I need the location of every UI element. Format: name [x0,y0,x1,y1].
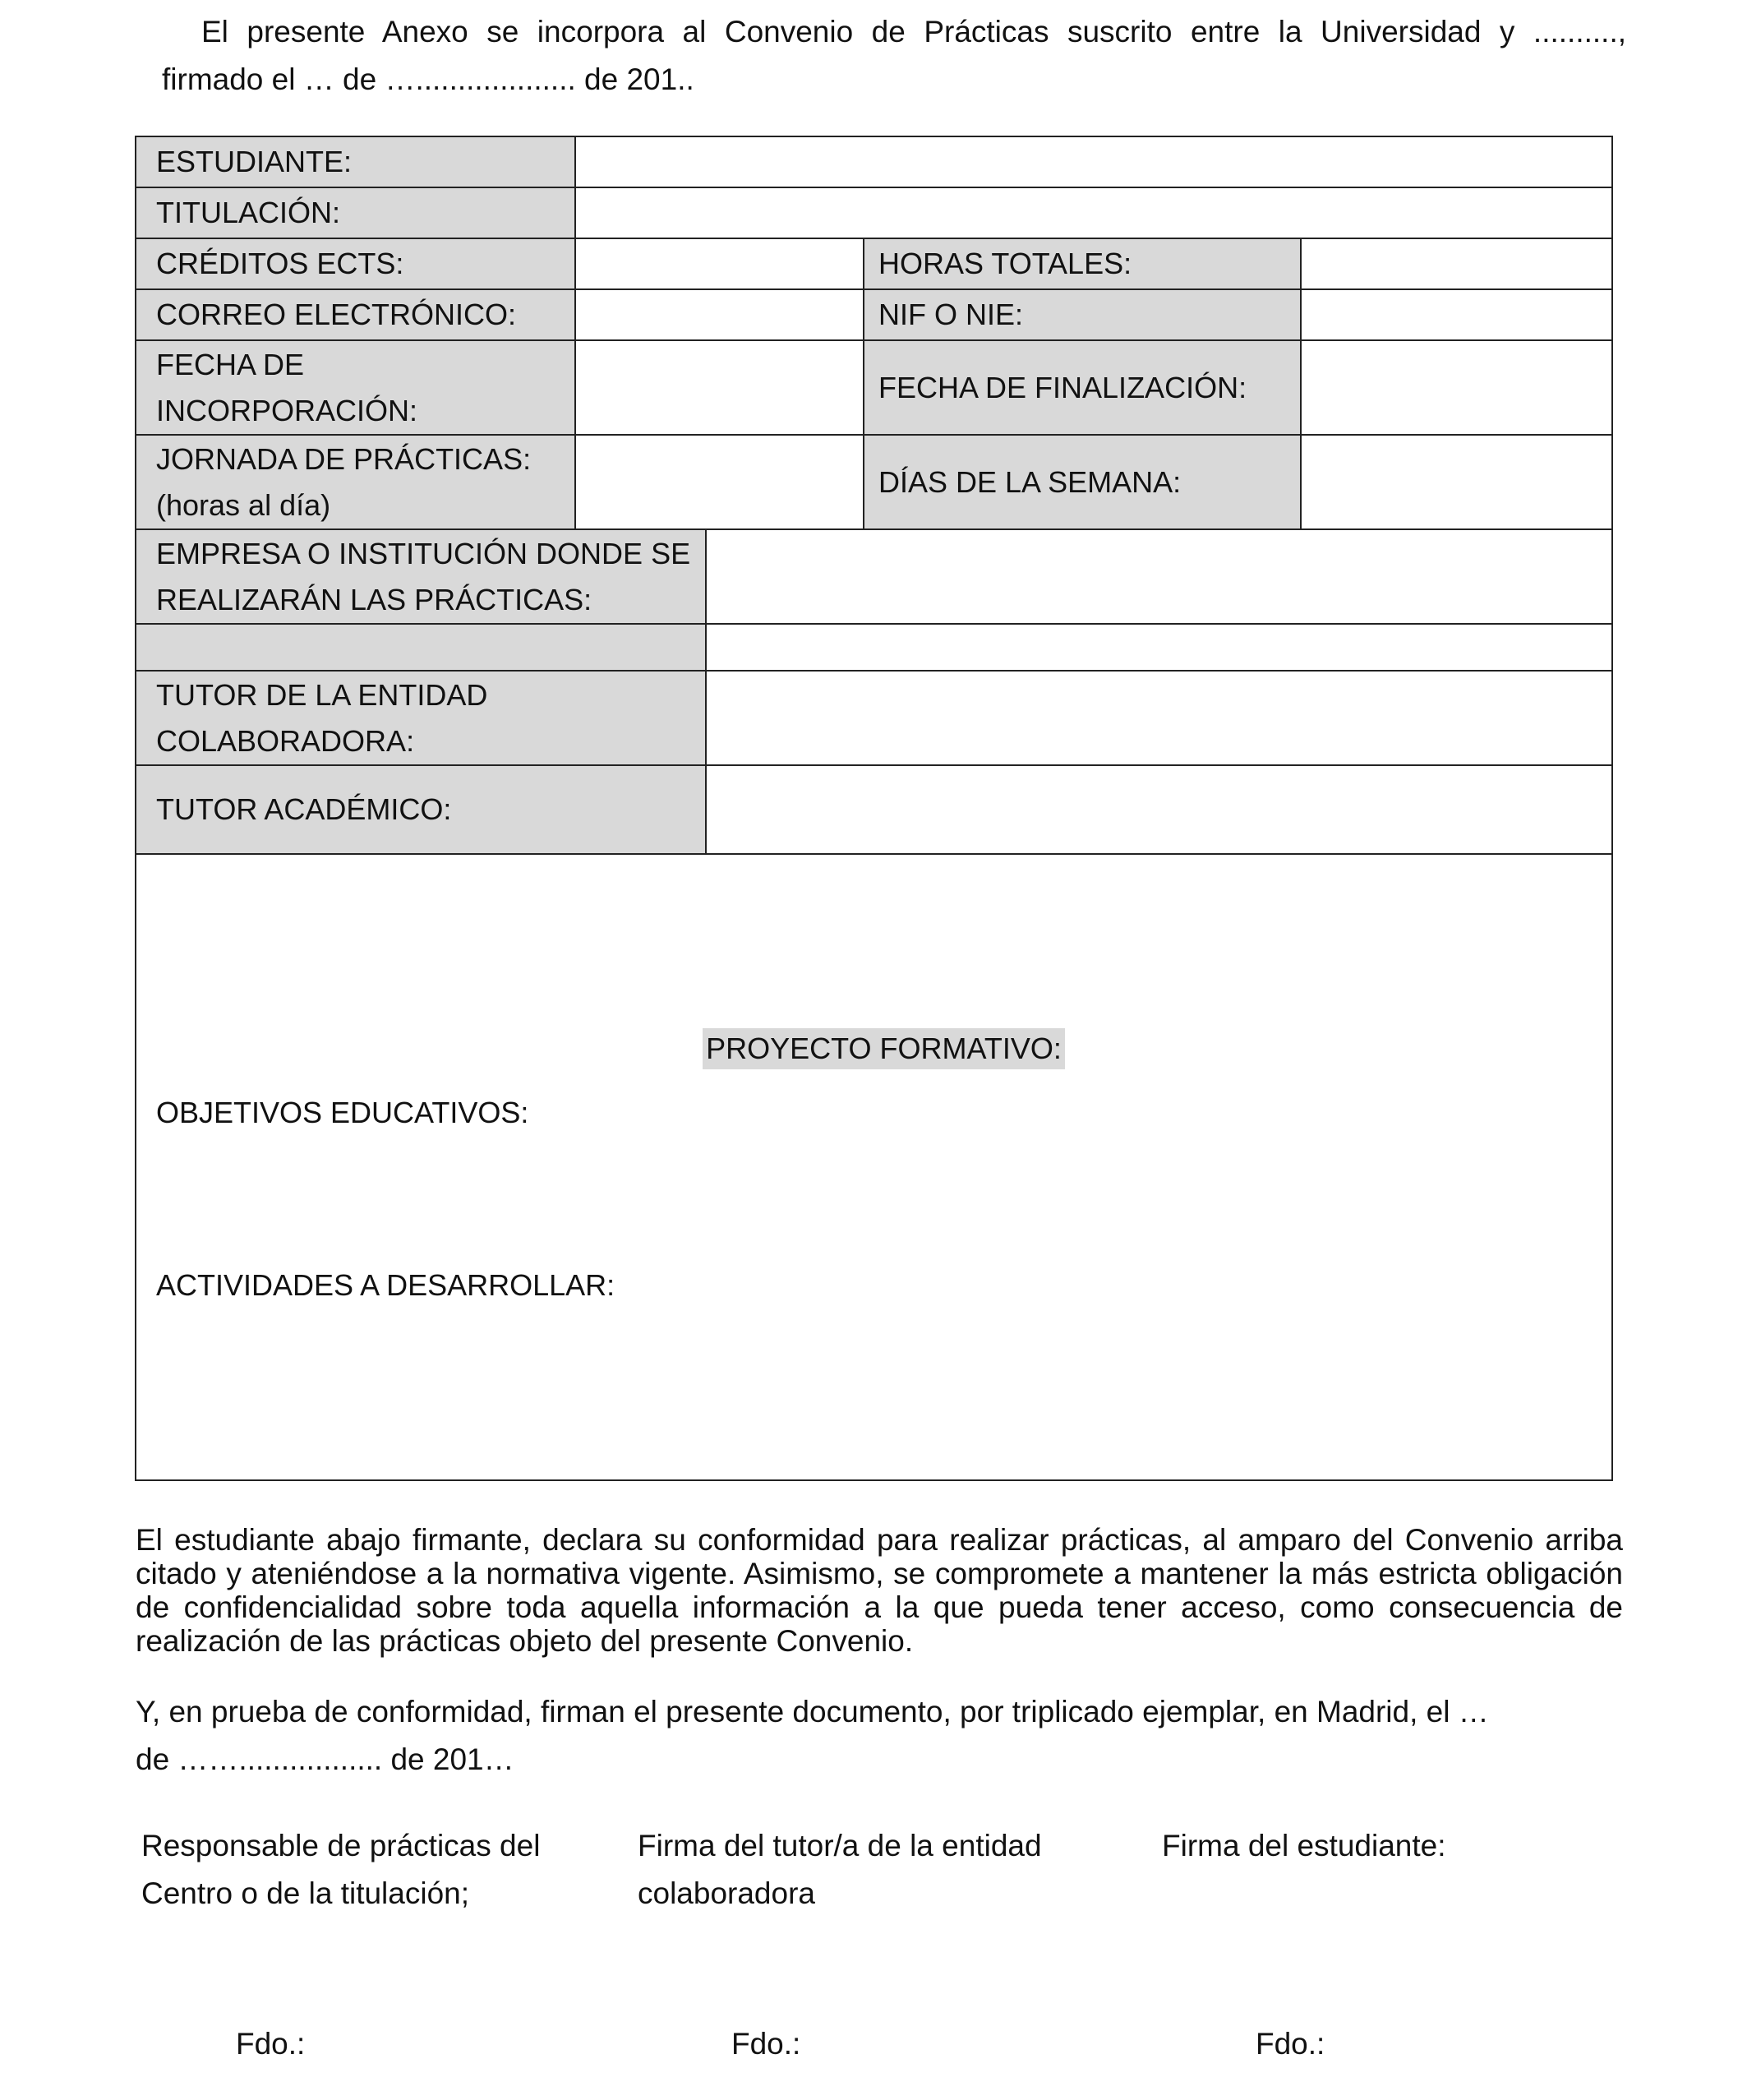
center-fdo-label: Fdo.: [236,2027,306,2061]
weekdays-label: DÍAS DE LA SEMANA: [864,435,1301,529]
academic-tutor-label: TUTOR ACADÉMICO: [136,765,706,854]
email-label: CORREO ELECTRÓNICO: [136,289,575,340]
id-label: NIF O NIE: [864,289,1301,340]
company-tutor-field[interactable] [706,671,1612,765]
academic-tutor-field[interactable] [706,765,1612,854]
start-date-field[interactable] [575,340,864,435]
company-label: EMPRESA O INSTITUCIÓN DONDE SE REALIZARÁN LAS PRÁCTICAS: [136,529,706,624]
student-label: ESTUDIANTE: [136,136,575,187]
credits-field[interactable] [575,238,864,289]
student-fdo-label: Fdo.: [1256,2027,1325,2061]
activities-label: ACTIVIDADES A DESARROLLAR: [156,1268,615,1302]
intro-line-2: firmado el … de …................... de 201.. [162,62,694,96]
project-title: PROYECTO FORMATIVO: [703,1028,1065,1069]
company-tutor-label: TUTOR DE LA ENTIDAD COLABORADORA: [136,671,706,765]
weekdays-field[interactable] [1301,435,1612,529]
proof-line-1: Y, en prueba de conformidad, firman el presente documento, por triplicado ejemplar, en Madrid, el … [136,1695,1489,1728]
id-field[interactable] [1301,289,1612,340]
training-project-section[interactable] [136,854,1612,1480]
proof-line-2: de ……................. de 201… [136,1742,514,1776]
degree-field[interactable] [575,187,1612,238]
blank-label [136,624,706,671]
total-hours-field[interactable] [1301,238,1612,289]
declaration-paragraph: El estudiante abajo firmante, declara su conformidad para realizar prácticas, al amparo del Convenio arriba citado y ateniéndose a la normativa vigente. Asimismo, se compromete a mantener la más estricta obligación de confidencialidad sobre toda aquella información a la que pueda tener acceso, como consecuencia de realización de las prácticas objeto del presente Convenio. [136,1523,1623,1658]
student-field[interactable] [575,136,1612,187]
company-field[interactable] [706,529,1612,624]
end-date-field[interactable] [1301,340,1612,435]
tutor-fdo-label: Fdo.: [731,2027,801,2061]
credits-label: CRÉDITOS ECTS: [136,238,575,289]
schedule-label: JORNADA DE PRÁCTICAS: (horas al día) [136,435,575,529]
proof-paragraph [136,1688,1623,1784]
degree-label: TITULACIÓN: [136,187,575,238]
email-field[interactable] [575,289,864,340]
blank-field[interactable] [706,624,1612,671]
intro-paragraph [162,8,1626,104]
start-date-label: FECHA DE INCORPORACIÓN: [136,340,575,435]
end-date-label: FECHA DE FINALIZACIÓN: [864,340,1301,435]
student-signature-heading: Firma del estudiante: [1162,1829,1446,1862]
schedule-field[interactable] [575,435,864,529]
total-hours-label: HORAS TOTALES: [864,238,1301,289]
tutor-signature-heading: Firma del tutor/a de la entidad colaboradora [638,1829,1042,1910]
internship-form-table [135,136,1613,1481]
objectives-label: OBJETIVOS EDUCATIVOS: [156,1096,529,1129]
intro-line-1: El presente Anexo se incorpora al Convenio de Prácticas suscrito entre la Universidad y .........., [201,15,1626,48]
center-signature-heading: Responsable de prácticas del Centro o de la titulación; [141,1829,541,1910]
